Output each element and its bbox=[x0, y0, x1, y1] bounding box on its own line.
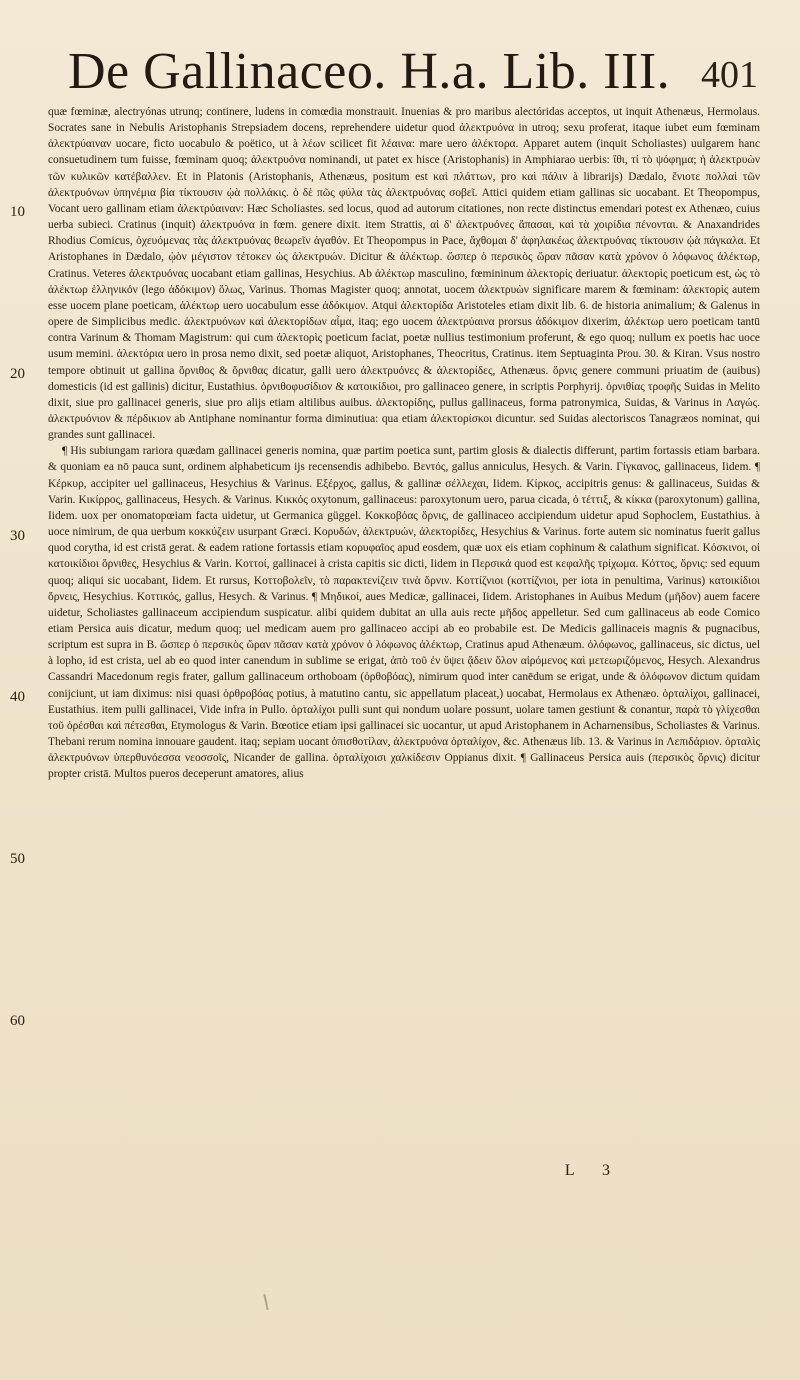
running-head: De Gallinaceo. H.a. Lib. III. bbox=[68, 43, 671, 100]
text-body bbox=[48, 104, 760, 1264]
line-number: 30 bbox=[10, 528, 25, 544]
line-number: 40 bbox=[10, 689, 25, 705]
line-numbers bbox=[10, 104, 40, 1184]
page-number: 401 bbox=[701, 54, 758, 96]
body-paragraph: ¶ His subiungam rariora quædam gallinacei generis nomina, quæ partim poetica sunt, partim glosis & dialectis differunt, partim fortassis etiam barbara. & quoniam ea nō pauca sunt, ordinem alphabeticum ijs recensendis adhibebo. Βεντός, gallus anniculus, Hesych. & Varin. Γίγκανος, gallinaceus, Iidem. ¶ Κέρκυρ, accipiter uel gallinaceus, Hesychius & Varinus. Εξέρχος, gallus, & gallinæ σέλλεχαι, Iidem. Κίρκος, accipitris genus: & gallinaceus, Suidas & Varin. Κικίρρος, gallinaceus, Hesych. & Varinus. Κικκός oxytonum, gallinaceus: paroxytonum uero, parua cicada, ὁ τέττιξ, & κίκκα (paroxytonum) gallina, Iidem. uox per onomatopœiam facta uidetur, ut Germanica güggel. Κοκκοβόας ὄρνις, de gallinaceo accipiendum uidetur apud Sophoclem, Eustathius. à uoce nimirum, de qua uerbum κοκκύζειν usurpant Græci. Κορυδών, ἀλεκτρυών, ἀλεκτορίδες, Hesychius & Varinus. forte autem sic nominatus fuerit gallus quod corytha, id est cristā gerat. & eadem ratione fortassis etiam κορυφαῖος apud eosdem, quæ uox eis etiam cophinum & calathum significat. Κόσκινοι, οἱ κατοικίδιοι ὄρνιθες, Hesychius & Varin. Κοττοί, gallinacei à crista capitis sic dicti, Iidem in Περσικά quod est κεφαλῆς τρίχωμα. Κόττος, ὄρνις: sed equum quoq; aliqui sic uocabant, Iidem. Et rursus, Κοττοβολεῖν, τὸ παρακτενίζειν τινὰ ὄρνιν. Κοττίζνιοι (κοττίζνιοι, per iota in penultima, Varinus) κατοικίδιοι ὄρνεις, Hesychius. Κοττικός, gallus, Hesych. & Varinus. ¶ Μηδικοί, aues Medicæ, gallinacei, Iidem. Aristophanes in Auibus Medum (μῆδον) auem facere uidetur, Scholiastes gallinaceum accipiendum suspicatur. alibi quidem dubitat an ulla auis recte μῆδος appelletur. Sed cum gallinaceus ab eode Comico etiam Persica auis dicatur, medum quoq; uel medicam auem pro gallinaceo accipi ab eo probabile est. De Medicis gallinaceis magnis & pugnacibus, scriptum est supra in B. ὥσπερ ὁ περσικὸς ὥραν πᾶσαν κατὰ χρόνον ὁ λόφωνος ἀλέκτωρ, Cratinus apud Athenæum. ὀλόφωνος, gallinaceus, sic dictus, uel à lopho, id est crista, uel ab eo quod inter canendum in sublime se erigat, ἀπὸ τοῦ ἐν ὕψει ᾄδειν ὅλον αἰρόμενος καὶ μετεωριζόμενος, Hesych. Alexandrus Cassandri Macedonum regis frater, gallum gallinaceum orthoboam (ὀρθοβόας), nimirum quod inter canēdum se erigat, unde & ὀλόφωνον dictum quidam conijciunt, ut iam diximus: nisi quasi ὀρθροβόας potius, à matutino cantu, sic appellatum placeat,) uocabat, Hermolaus ex Athenæo. ὀρταλίχοι, gallinacei, Eustathius. item pulli gallinacei, Vide infra in Pullo. ὀρταλίχοι pulli sunt qui nondum uolare possunt, uolare tamen gestiunt & conantur, παρὰ τὸ γλίχεσθαι τοῦ ὀρέσθαι καὶ πέτεσθαι, Etymologus & Varin. Bœotice etiam ipsi gallinacei sic uocantur, ut apud Aristophanem in Acharnensibus, Scholiastes & Varinus. Thebani rerum nomina innouare gaudent. itaq; sepiam uocant ὀπισθοτίλαν, ἀλεκτρυόνα ὀρταλίχον, &c. Athenæus lib. 13. & Varinus in Λεπιδάριον. ὀρταλὶς ἀλεκτρυόνων ὑπερθυνόεσσα νεοσσοῖς, Nicander de gallina. ὀρταλίχοισι χαλκίδεσιν Oppianus dixit. ¶ Gallinaceus Persica auis (περσικὸς ὄρνις) dicitur propter cristā. Multos pueros deceperunt amatores, alius bbox=[48, 445, 760, 781]
line-number: 20 bbox=[10, 366, 25, 382]
signature-mark: L 3 bbox=[564, 1162, 622, 1179]
line-number: 50 bbox=[10, 851, 25, 867]
line-number: 10 bbox=[10, 204, 25, 220]
line-number: 60 bbox=[10, 1013, 25, 1029]
body-paragraph: quæ fœminæ, alectryónas utrunq; continere, ludens in comœdia monstrauit. Inuenias & pro maribus alectóridas acceptos, ut inquit Athenæus, Hermolaus. Socrates sane in Nebulis Aristophanis Strepsiadem docens, reprehendere uidetur quod ἀλεκτρυόνα in utroq; sexu proferat, itaque iubet eum fœminam ἀλεκτρύαιναν uocare, ficto uocabulo & poëtico, ut à λέων scilicet fit λέαινα: mare uero ἀλέκτορα. Apparet autem (inquit Scholiastes) uulgarem hanc consuetudinem tum fuisse, fœminam quoq; ἀλεκτρυόνα nominandi, ut patet ex hisce (Aristophanis) in Amphiarao uerbis: ἴθι, τί τὸ ψόφημα; ἡ ἀλεκτρυὼν τῶν κυλικῶν κατέβαλλεν. Et in Platonis (Aristophanis, Athenæus, positum est καὶ πλάττων, pro καὶ πάλιν à librarijs) Dædalo, ἔνιοτε πολλαὶ τῶν ἀλεκτρυόνων ὑπηνέμια βία τίκτουσιν ᾠὰ πολλάκις. ὁ δὲ πῶς φύλα τὰς ἀλεκτρυόνας σοβεῖ. Attici quidem etiam gallinas sic uocabant. Et Theopompus, Vocant uero gallinam etiam ἀλεκτρύαιναν: Hæc Scholiastes. sed locus, quod ad autorum citationes, non recte distinctus emendari potest ex Athenæo, cuius uerba subieci. Cratinus (inquit) ἀλεκτρυόνα in fœm. genere dixit. item Strattis, αἱ δ' ἀλεκτρυόνες ἅπασαι, καὶ τὰ χοιρίδια πένονται. & Anaxandrides Rhodius Comicus, ὀχευόμενας τὰς ἀλεκτρυόνας θεωρεῖν ἀγαθόν. Et Theopompus in Pace, ἄχθομαι δ' ἀφηλακέως ἀλεκτρυόνας τίκτουσιν ᾠὰ πάγκαλα. Et Aristophanes in Dædalo, ᾠὸν μέγιστον τέτοκεν ὡς ἀλεκτρυών. Dicitur & ἀλέκτωρ. ὥσπερ ὁ περσικὸς ὥραν πᾶσαν κατὰ χρόνον ὁ λόφωνος ἀλέκτωρ, Cratinus. Veteres ἀλεκτρυόνας uocabant etiam gallinas, Hesychius. Ab ἀλέκτωρ masculino, fœmininum ἀλεκτορίς deriuatur. ἀλεκτορὶς poeticum est, ὡς τὸ ἀλέκτωρ ἑλληνικόν (lego ἀδόκιμον) ὅλως, Varinus. Thomas Magister quoq; annotat, uocem ἀλεκτρυὼν significare marem & fœminam: ἀλεκτορὶς autem esse uocem plane poeticam, ἀλέκτωρ uero uocabulum esse ἀδόκιμον. Atqui ἀλεκτορίδα Aristoteles etiam dixit lib. 6. de historia animalium; & Galenus in opere de Simplicibus medic. ἀλεκτρυόνων καὶ ἀλεκτορίδων αἷμα, itaq; ego uocem ἀλεκτρύαινα prorsus ἀδόκιμον dixerim, ἀλέκτωρ uero poeticam tantū contra Varinum & Thomam Magistrum: qui cum ἀλεκτορὶς poeticum faciat, poetæ nullius testimonium proferunt, & ego quoq; nullum ex poetis hac uoce usum memini. ἀλεκτόρια uero in prosa nemo dixit, sed poetæ aliquot, Aristophanes, Theocritus, Cratinus. item Septuaginta Prou. 30. & Kiran. Vsus nostro tempore obtinuit ut gallina ὄρνιθος & ὄρνιθας dicatur, galli uero ἀλεκτρυόνες & ἀλεκτορίδες, Athenæus. ὄρνις genere communi priuatim de (auibus) domesticis (id est gallinis) dicitur, Eustathius. ὀρνιθοφυσίδιον & κατοικίδιοι, pro gallinaceo genere, in scriptis Porphyrij. ὀρνιθίας τροφῆς Suidas in Melito dixit, siue pro gallinacei generis, siue pro alijs etiam altilibus auibus. ἀλεκτορίδης, pullus gallinaceus, forma patronymica, Suidas, & Varinus in Λαγώς. ἀλεκτρυόνιον & πέρδικιον ab Antiphane nominantur forma diminutiua: qua etiam ἀλεκτορίσκοι dicuntur. sed Suidas alectoriscos Tanagræos nominat, qui grandes sunt gallinacei. bbox=[48, 106, 760, 442]
paper-mark bbox=[263, 1294, 268, 1310]
page-header bbox=[48, 0, 764, 98]
